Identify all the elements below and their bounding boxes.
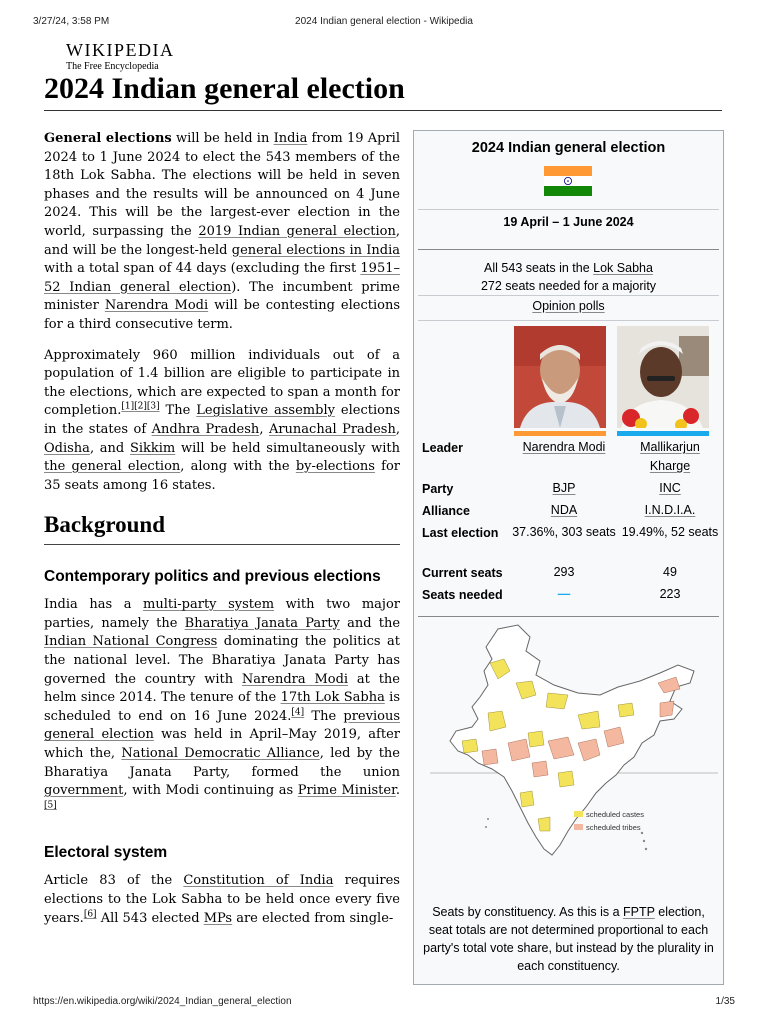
constituency-map[interactable]	[428, 623, 718, 873]
link-leader-kharge[interactable]: Mallikarjun Kharge	[640, 440, 700, 473]
text: will be held in	[171, 131, 274, 146]
ref-4[interactable]: [4]	[291, 707, 305, 718]
link-sikkim[interactable]: Sikkim	[129, 440, 176, 456]
link-leader-modi[interactable]: Narendra Modi	[522, 440, 606, 454]
text: are elected from single-	[232, 910, 394, 926]
link-1951-election[interactable]: 1951–52 Indian general election	[44, 261, 400, 295]
lead-bold: General elections	[44, 131, 172, 146]
link-opinion-polls[interactable]: Opinion polls	[532, 299, 605, 313]
link-india[interactable]: India	[273, 131, 308, 146]
link-the-general-election[interactable]: the general election	[44, 459, 181, 475]
text: , along with the	[180, 459, 296, 475]
ref-6[interactable]: [6]	[83, 909, 97, 920]
link-party-inc[interactable]: INC	[659, 481, 681, 495]
text: for 35 seats among 16 states.	[44, 459, 400, 493]
link-mps[interactable]: MPs	[203, 910, 233, 926]
text: ,	[259, 421, 269, 437]
page-title: 2024 Indian general election	[44, 72, 405, 105]
text: with a total span of 44 days (excluding the first	[44, 261, 361, 277]
text: The	[159, 403, 197, 419]
link-general-elections[interactable]: general elections in India	[231, 242, 401, 258]
intro-paragraph-1	[44, 130, 400, 335]
link-alliance-nda[interactable]: NDA	[550, 503, 578, 517]
link-17th-lok-sabha[interactable]: 17th Lok Sabha	[280, 690, 385, 706]
text: ,	[395, 421, 400, 437]
ref-1[interactable]: [1]	[121, 401, 135, 412]
text: .	[395, 783, 400, 799]
print-doc-title: 2024 Indian general election - Wikipedia	[295, 16, 473, 27]
text: The	[304, 708, 344, 724]
legend-label-sc: scheduled castes	[586, 810, 644, 819]
opinion-polls-link-wrap	[414, 299, 723, 313]
text: , and	[89, 440, 130, 456]
infobox-divider	[418, 320, 719, 321]
link-bjp[interactable]: Bharatiya Janata Party	[184, 615, 340, 631]
infobox-divider	[418, 209, 719, 210]
background-paragraph-2	[44, 872, 400, 928]
text: Seats by constituency. As this is a	[432, 905, 624, 919]
link-inc[interactable]: Indian National Congress	[44, 634, 218, 650]
link-by-elections[interactable]: by-elections	[295, 459, 375, 475]
link-nda[interactable]: National Democratic Alliance	[121, 746, 320, 762]
text: Article 83 of the	[44, 873, 184, 889]
india-flag-icon[interactable]	[544, 166, 592, 196]
infobox-divider	[418, 616, 719, 617]
text: with two major parties, namely the	[44, 597, 400, 631]
label-seats-needed: Seats needed	[422, 588, 503, 602]
text: dominating the politics at the national level. The Bharatiya Janata Party has governed the country with	[44, 634, 400, 687]
cell-alliance-1	[512, 501, 616, 520]
modi-photo-icon	[514, 326, 606, 428]
logo-wordmark: WIKIPEDIA	[66, 40, 175, 60]
text: from 19 April 2024 to 1 June 2024 to elect the 543 members of the 18th Lok Sabha. The elections will be held in seven phases and the results will be announced on 4 June 2024. This will be the largest-ever election in the world, surpassing the	[44, 131, 400, 239]
link-narendra-modi-2[interactable]: Narendra Modi	[241, 671, 349, 687]
link-alliance-india[interactable]: I.N.D.I.A.	[644, 503, 696, 517]
cell-current-seats-2: 49	[663, 565, 677, 579]
label-last-election: Last election	[422, 526, 499, 540]
label-alliance: Alliance	[422, 504, 470, 518]
text: at the helm since 2014. The tenure of the	[44, 671, 400, 706]
portrait-mallikarjun-kharge[interactable]	[617, 326, 709, 428]
link-constitution[interactable]: Constitution of India	[183, 873, 334, 889]
link-fptp[interactable]: FPTP	[623, 905, 655, 919]
print-header	[33, 16, 735, 30]
link-andhra-pradesh[interactable]: Andhra Pradesh	[151, 421, 260, 437]
link-lok-sabha[interactable]: Lok Sabha	[593, 261, 653, 275]
ref-2[interactable]: [2]	[134, 401, 147, 412]
legend-swatch-sc	[574, 811, 583, 817]
text: elections in the states of	[44, 403, 400, 437]
cell-leader-1	[512, 438, 616, 457]
cell-alliance-2	[620, 501, 720, 520]
cell-leader-2	[620, 438, 720, 476]
subsection-heading-politics: Contemporary politics and previous elections	[44, 568, 381, 586]
majority-text: 272 seats needed for a majority	[480, 279, 657, 293]
print-url: https://en.wikipedia.org/wiki/2024_Indian_general_election	[33, 996, 292, 1007]
intro-paragraph-2	[44, 347, 400, 496]
ref-5[interactable]: [5]	[44, 800, 57, 811]
print-footer	[33, 996, 735, 1010]
link-multi-party-system[interactable]: multi-party system	[143, 597, 275, 613]
link-narendra-modi[interactable]: Narendra Modi	[104, 298, 209, 314]
text: is scheduled to end on 16 June 2024.	[44, 690, 400, 724]
cell-last-election-1: 37.36%, 303 seats	[512, 525, 616, 539]
text: will be held simultaneously with	[175, 440, 400, 456]
seats-text: All 543 seats in the	[484, 261, 594, 275]
label-leader: Leader	[422, 441, 463, 455]
cell-last-election-2: 19.49%, 52 seats	[621, 525, 719, 539]
print-datetime: 3/27/24, 3:58 PM	[33, 16, 110, 27]
cell-seats-needed-1: —	[557, 587, 571, 601]
link-2019-election[interactable]: 2019 Indian general election	[198, 223, 396, 239]
logo-tagline: The Free Encyclopedia	[66, 61, 159, 72]
text: ). The incumbent prime minister	[44, 279, 400, 314]
infobox	[413, 130, 724, 985]
text: , with Modi continuing as	[123, 783, 298, 799]
print-page-number: 1/35	[715, 996, 735, 1007]
subsection-heading-electoral-system: Electoral system	[44, 844, 168, 862]
seats-info	[414, 259, 723, 295]
infobox-divider	[418, 295, 719, 296]
link-legislative-assembly[interactable]: Legislative assembly	[196, 403, 335, 419]
text: , and will be the longest-held	[44, 223, 400, 258]
link-government[interactable]: government	[44, 783, 124, 799]
cell-seats-needed-2: 223	[659, 587, 681, 601]
text: and the	[339, 615, 401, 631]
article-body	[44, 130, 400, 940]
inc-color-bar	[617, 431, 709, 436]
label-party: Party	[422, 482, 454, 496]
title-divider	[44, 110, 722, 111]
infobox-divider	[418, 249, 719, 250]
link-party-bjp[interactable]: BJP	[552, 481, 576, 495]
label-current-seats: Current seats	[422, 566, 503, 580]
bjp-color-bar	[514, 431, 606, 436]
link-previous-election[interactable]: previous general election	[44, 708, 400, 743]
infobox-title: 2024 Indian general election	[471, 140, 666, 156]
link-prime-minister[interactable]: Prime Minister	[297, 783, 396, 799]
text: All 543 elected	[96, 910, 204, 926]
portrait-narendra-modi[interactable]	[514, 326, 606, 428]
text: requires elections to the Lok Sabha to be held once every five years.	[44, 873, 400, 926]
cell-party-1	[512, 479, 616, 498]
legend-label-st: scheduled tribes	[586, 823, 641, 832]
wikipedia-logo[interactable]	[66, 40, 174, 73]
legend-swatch-st	[574, 824, 583, 830]
section-heading-background: Background	[44, 511, 400, 545]
text: India has a	[44, 597, 144, 613]
text: , led by the Bharatiya Janata Party, formed the union	[44, 746, 400, 780]
text: election, seat totals are not determined proportional to each party's total vote share, but instead by the plurality in each constituency.	[423, 905, 714, 973]
text: was held in April–May 2019, after which the,	[44, 727, 400, 762]
cell-party-2	[620, 479, 720, 498]
text: Approximately 960 million individuals out of a population of 1.4 billion are eligible to participate in the elections, which are expected to span a month for completion.	[44, 347, 400, 419]
election-dates: 19 April – 1 June 2024	[503, 215, 634, 229]
link-odisha[interactable]: Odisha	[44, 440, 90, 456]
map-caption	[420, 903, 717, 975]
india-map-shape	[450, 625, 694, 855]
kharge-photo-icon	[617, 326, 709, 428]
text: will be contesting elections for a third consecutive term.	[44, 298, 400, 332]
link-arunachal-pradesh[interactable]: Arunachal Pradesh	[268, 421, 396, 437]
background-paragraph-1	[44, 596, 400, 819]
ref-3[interactable]: [3]	[146, 401, 160, 412]
cell-current-seats-1: 293	[553, 565, 575, 579]
